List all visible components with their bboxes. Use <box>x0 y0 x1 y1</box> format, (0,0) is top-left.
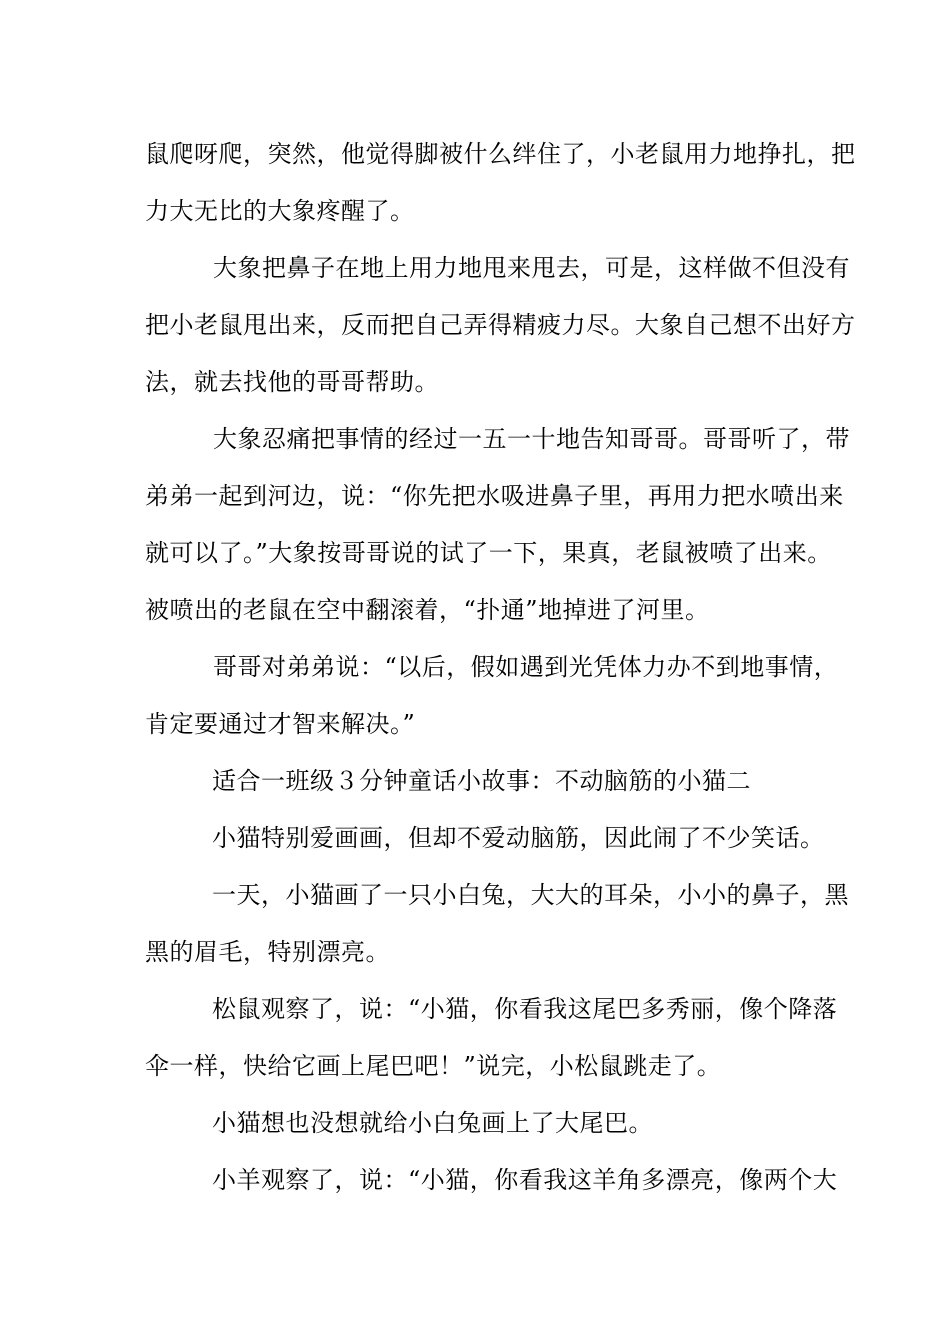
paragraph-start-line: 一天，小猫画了一只小白兔，大大的耳朵，小小的鼻子，黑 <box>212 881 849 909</box>
text-line: 伞一样，快给它画上尾巴吧！”说完，小松鼠跳走了。 <box>145 1052 722 1080</box>
paragraph-start-line: 松鼠观察了，说：“小猫，你看我这尾巴多秀丽，像个降落 <box>212 995 838 1023</box>
paragraph-start-line: 小猫特别爱画画，但却不爱动脑筋，因此闹了不少笑话。 <box>212 824 825 852</box>
paragraph-start-line: 小猫想也没想就给小白兔画上了大尾巴。 <box>212 1109 653 1137</box>
text-line: 就可以了。”大象按哥哥说的试了一下，果真，老鼠被喷了出来。 <box>145 539 832 567</box>
text-line: 肯定要通过才智来解决。” <box>145 710 416 738</box>
text-line: 把小老鼠甩出来，反而把自己弄得精疲力尽。大象自己想不出好方 <box>145 311 856 339</box>
paragraph-start-line: 大象把鼻子在地上用力地甩来甩去，可是，这样做不但没有 <box>213 254 850 282</box>
text-line: 被喷出的老鼠在空中翻滚着，“扑通”地掉进了河里。 <box>145 596 710 624</box>
section-title: 适合一班级３分钟童话小故事：不动脑筋的小猫二 <box>212 767 751 795</box>
text-line: 力大无比的大象疼醒了。 <box>145 197 415 225</box>
paragraph-start-line: 哥哥对弟弟说：“以后，假如遇到光凭体力办不到地事情， <box>213 653 839 681</box>
text-line: 黑的眉毛，特别漂亮。 <box>145 938 390 966</box>
paragraph-start-line: 小羊观察了，说：“小猫，你看我这羊角多漂亮，像两个大 <box>212 1166 838 1194</box>
paragraph-start-line: 大象忍痛把事情的经过一五一十地告知哥哥。哥哥听了，带 <box>213 425 850 453</box>
text-line: 法，就去找他的哥哥帮助。 <box>145 368 439 396</box>
text-line: 鼠爬呀爬，突然，他觉得脚被什么绊住了，小老鼠用力地挣扎，把 <box>145 140 856 168</box>
text-line: 弟弟一起到河边，说：“你先把水吸进鼻子里，再用力把水喷出来 <box>145 482 844 510</box>
